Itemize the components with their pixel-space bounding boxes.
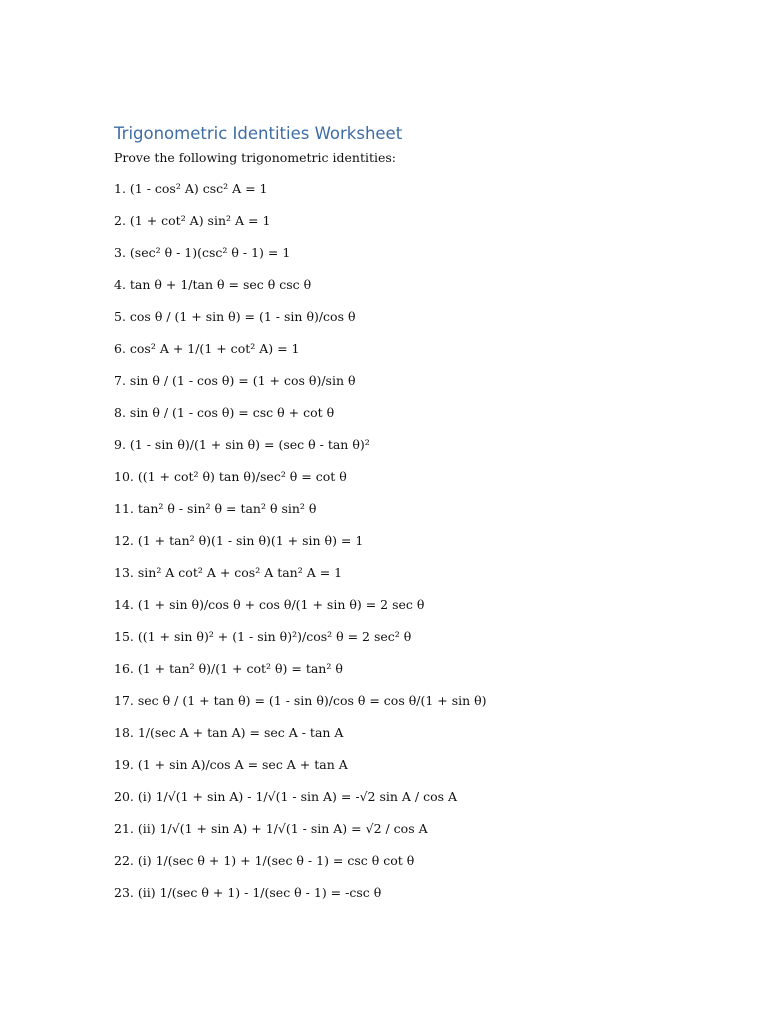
identity-item: 12. (1 + tan² θ)(1 - sin θ)(1 + sin θ) = 1: [114, 533, 364, 548]
identity-item: 5. cos θ / (1 + sin θ) = (1 - sin θ)/cos θ: [114, 309, 356, 324]
identity-item: 10. ((1 + cot² θ) tan θ)/sec² θ = cot θ: [114, 469, 347, 484]
identity-item: 1. (1 - cos² A) csc² A = 1: [114, 181, 268, 196]
identity-item: 13. sin² A cot² A + cos² A tan² A = 1: [114, 565, 343, 580]
identity-item: 2. (1 + cot² A) sin² A = 1: [114, 213, 271, 228]
identity-item: 15. ((1 + sin θ)² + (1 - sin θ)²)/cos² θ = 2 sec² θ: [114, 629, 412, 644]
instructions: Prove the following trigonometric identities:: [114, 150, 397, 165]
identity-item: 3. (sec² θ - 1)(csc² θ - 1) = 1: [114, 245, 291, 260]
identity-item: 7. sin θ / (1 - cos θ) = (1 + cos θ)/sin θ: [114, 373, 356, 388]
identity-item: 9. (1 - sin θ)/(1 + sin θ) = (sec θ - tan θ)²: [114, 437, 370, 452]
identity-item: 14. (1 + sin θ)/cos θ + cos θ/(1 + sin θ) = 2 sec θ: [114, 597, 425, 612]
identity-item: 8. sin θ / (1 - cos θ) = csc θ + cot θ: [114, 405, 335, 420]
identity-item: 16. (1 + tan² θ)/(1 + cot² θ) = tan² θ: [114, 661, 343, 676]
identity-item: 22. (i) 1/(sec θ + 1) + 1/(sec θ - 1) = csc θ cot θ: [114, 853, 415, 868]
identity-item: 20. (i) 1/√(1 + sin A) - 1/√(1 - sin A) = -√2 sin A / cos A: [114, 789, 458, 804]
identity-item: 21. (ii) 1/√(1 + sin A) + 1/√(1 - sin A) = √2 / cos A: [114, 821, 428, 836]
identity-item: 11. tan² θ - sin² θ = tan² θ sin² θ: [114, 501, 317, 516]
identity-item: 23. (ii) 1/(sec θ + 1) - 1/(sec θ - 1) = -csc θ: [114, 885, 382, 900]
identity-item: 17. sec θ / (1 + tan θ) = (1 - sin θ)/cos θ = cos θ/(1 + sin θ): [114, 693, 487, 708]
identity-item: 4. tan θ + 1/tan θ = sec θ csc θ: [114, 277, 312, 292]
identity-list: [114, 181, 487, 917]
identity-item: 6. cos² A + 1/(1 + cot² A) = 1: [114, 341, 300, 356]
identity-item: 19. (1 + sin A)/cos A = sec A + tan A: [114, 757, 348, 772]
worksheet-title: Trigonometric Identities Worksheet: [114, 124, 403, 143]
identity-item: 18. 1/(sec A + tan A) = sec A - tan A: [114, 725, 344, 740]
